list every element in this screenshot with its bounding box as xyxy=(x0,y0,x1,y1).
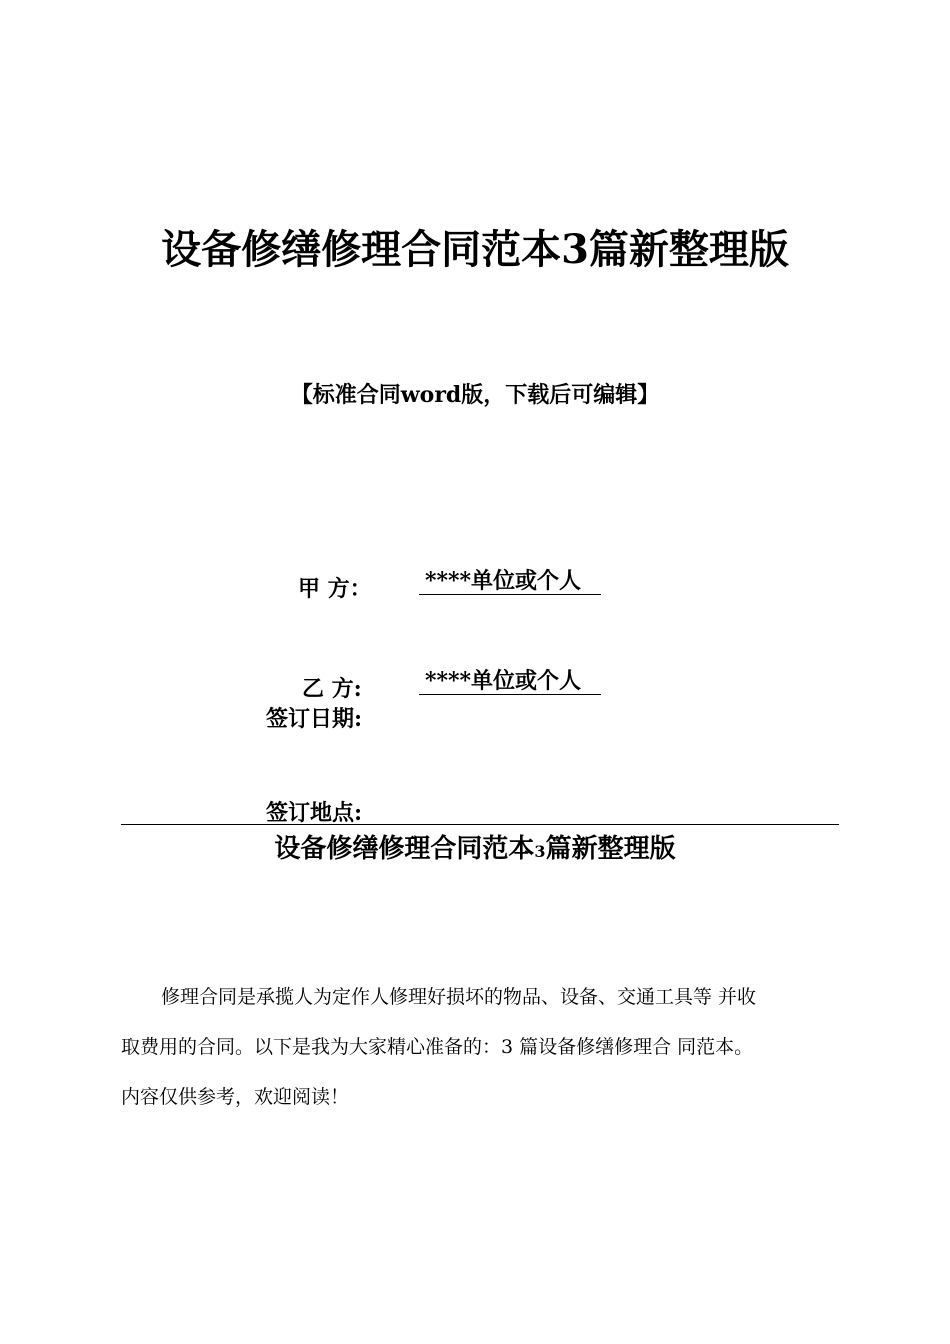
document-title: 设备修缮修理合同范本3篇新整理版 xyxy=(161,226,789,273)
section-title xyxy=(0,828,950,865)
party-b-label: 乙 方: xyxy=(302,676,362,702)
section-title-part2: 篇新整理版 xyxy=(545,834,676,864)
party-a-value: ****单位或个人 xyxy=(419,568,601,595)
party-b-value: ****单位或个人 xyxy=(419,668,601,695)
sign-date-label: 签订日期: xyxy=(266,706,363,732)
paragraph-line-1: 修理合同是承揽人为定作人修理好损坏的物品、设备、交通工具等 并收 xyxy=(161,986,757,1008)
paragraph-line-3: 内容仅供参考，欢迎阅读！ xyxy=(121,1086,350,1108)
document-subtitle: 【标准合同word版，下载后可编辑】 xyxy=(290,382,660,408)
section-title-part1: 设备修缮修理合同范本 xyxy=(274,834,535,864)
sign-place-label: 签订地点: xyxy=(266,800,363,826)
intro-paragraph xyxy=(121,972,841,1122)
page-divider xyxy=(121,824,839,825)
paragraph-line-2: 取费用的合同。以下是我为大家精心准备的：3 篇设备修缮修理合 同范本。 xyxy=(121,1036,754,1058)
section-title-number: 3 xyxy=(534,842,546,861)
party-a-label: 甲 方： xyxy=(298,576,372,602)
